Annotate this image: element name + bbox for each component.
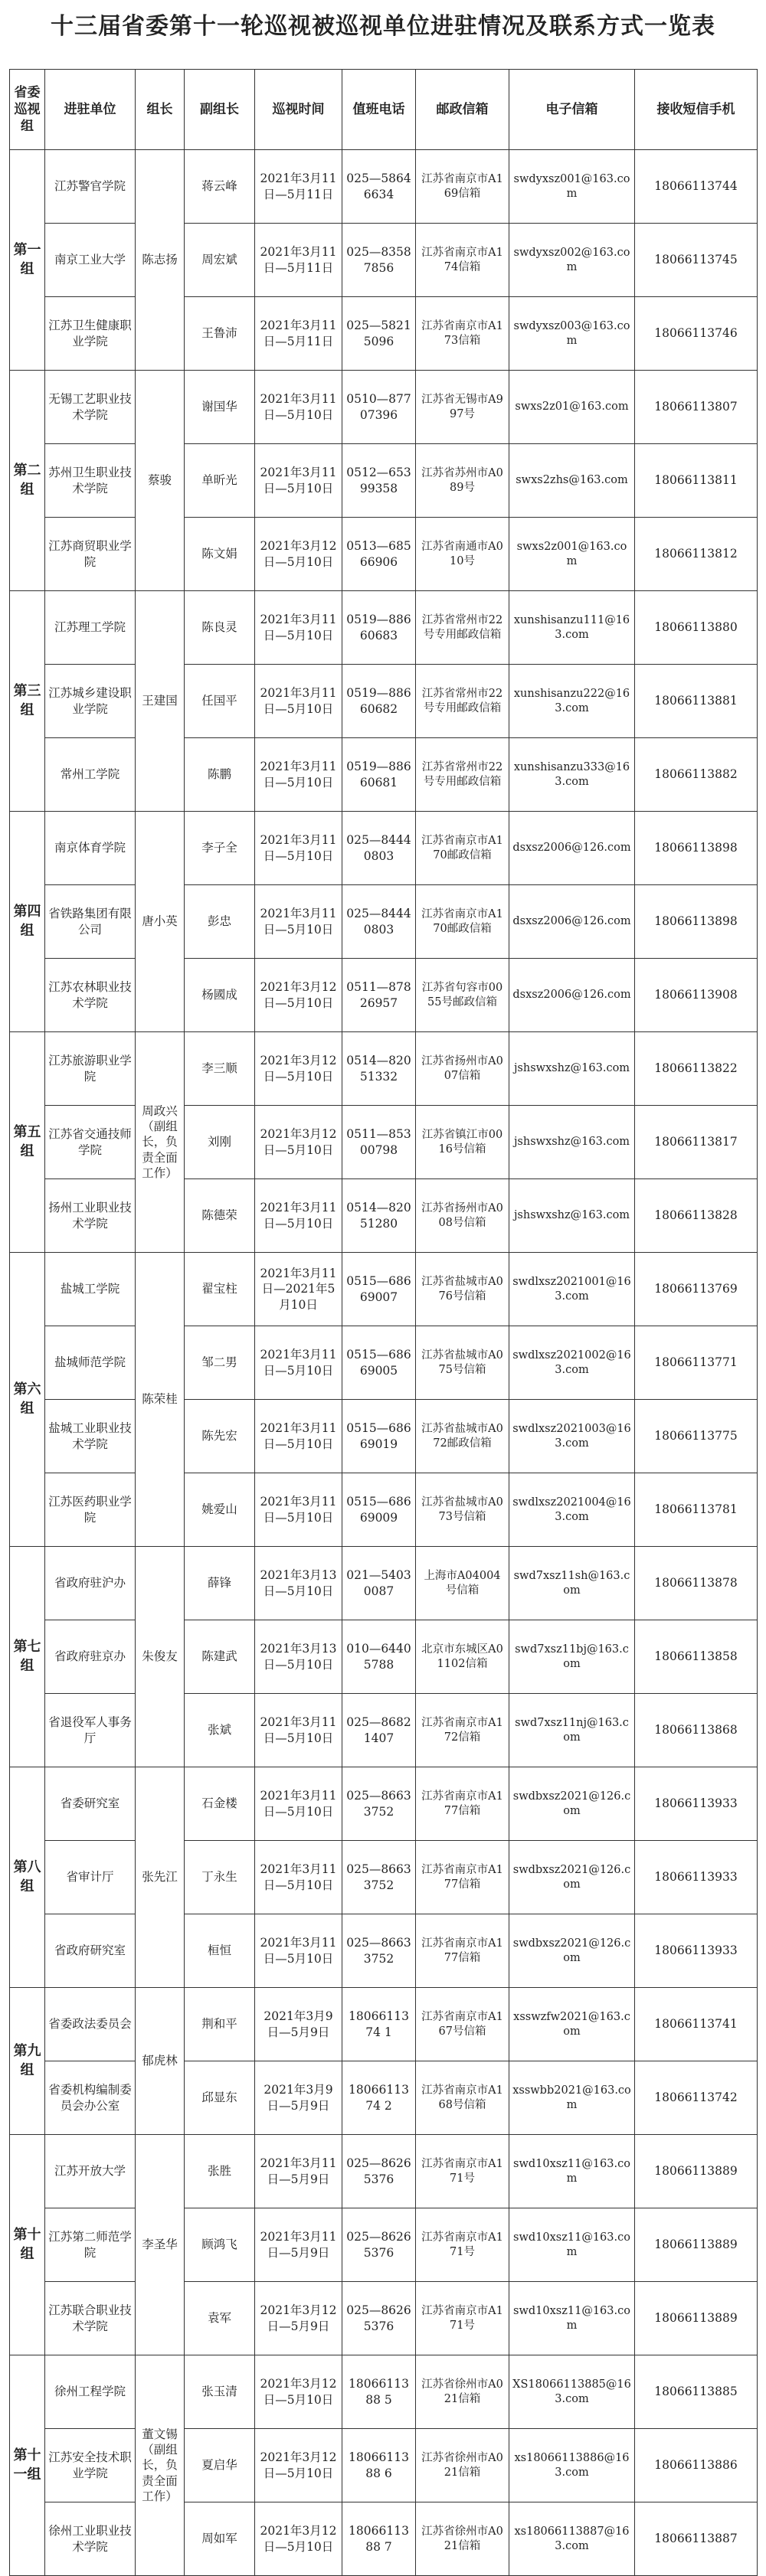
cell-email: dsxsz2006@126.com: [509, 959, 635, 1032]
cell-mailbox: 江苏省南京市A171号: [416, 2282, 509, 2355]
table-row: [10, 2429, 758, 2502]
cell-sms: 18066113898: [635, 885, 758, 959]
cell-email: swd10xsz11@163.com: [509, 2282, 635, 2355]
cell-group-name: 第二组: [10, 371, 45, 591]
cell-sms: 18066113889: [635, 2208, 758, 2282]
table-row: [10, 665, 758, 738]
table-row: [10, 1620, 758, 1694]
cell-deputy: 陈文娟: [185, 518, 255, 591]
table-row: [10, 2355, 758, 2429]
cell-email: swdlxsz2021004@163.com: [509, 1473, 635, 1547]
cell-mailbox: 江苏省南京市A167号信箱: [416, 1988, 509, 2061]
table-row: [10, 959, 758, 1032]
cell-mailbox: 江苏省扬州市A007信箱: [416, 1032, 509, 1106]
cell-time: 2021年3月11日—5月9日: [255, 2208, 342, 2282]
cell-phone: 0519—88660682: [342, 665, 416, 738]
table-row: [10, 885, 758, 959]
cell-sms: 18066113886: [635, 2429, 758, 2502]
cell-deputy: 夏启华: [185, 2429, 255, 2502]
cell-time: 2021年3月11日—5月10日: [255, 1179, 342, 1253]
header-leader: 组长: [136, 70, 185, 150]
header-deputy: 副组长: [185, 70, 255, 150]
cell-unit: 江苏旅游职业学院: [45, 1032, 136, 1106]
cell-email: jshswxshz@163.com: [509, 1179, 635, 1253]
cell-phone: 0510—87707396: [342, 371, 416, 444]
cell-mailbox: 江苏省南京市A172信箱: [416, 1694, 509, 1767]
table-row: [10, 1253, 758, 1326]
cell-sms: 18066113880: [635, 591, 758, 665]
cell-email: swxs2z01@163.com: [509, 371, 635, 444]
table-row: [10, 2282, 758, 2355]
cell-time: 2021年3月12日—5月10日: [255, 1032, 342, 1106]
cell-email: XS18066113885@163.com: [509, 2355, 635, 2429]
cell-sms: 18066113817: [635, 1106, 758, 1179]
cell-time: 2021年3月11日—5月10日: [255, 885, 342, 959]
cell-email: dsxsz2006@126.com: [509, 885, 635, 959]
cell-time: 2021年3月12日—5月10日: [255, 2502, 342, 2576]
cell-deputy: 丁永生: [185, 1841, 255, 1914]
cell-unit: 南京体育学院: [45, 812, 136, 885]
table-row: [10, 1694, 758, 1767]
cell-phone: 025—86821407: [342, 1694, 416, 1767]
cell-mailbox: 江苏省苏州市A089号: [416, 444, 509, 518]
cell-phone: 025—86633752: [342, 1767, 416, 1841]
cell-time: 2021年3月11日—5月10日: [255, 444, 342, 518]
table-row: [10, 150, 758, 224]
cell-unit: 南京工业大学: [45, 224, 136, 297]
page-title: 十三届省委第十一轮巡视被巡视单位进驻情况及联系方式一览表: [51, 13, 715, 40]
table-body: [10, 150, 758, 2576]
cell-time: 2021年3月12日—5月9日: [255, 2282, 342, 2355]
cell-leader: 李圣华: [136, 2135, 185, 2355]
cell-email: swxs2zhs@163.com: [509, 444, 635, 518]
cell-sms: 18066113771: [635, 1326, 758, 1400]
cell-mailbox: 江苏省徐州市A021信箱: [416, 2355, 509, 2429]
cell-sms: 18066113828: [635, 1179, 758, 1253]
cell-email: jshswxshz@163.com: [509, 1106, 635, 1179]
cell-mailbox: 江苏省南京市A173信箱: [416, 297, 509, 371]
cell-phone: 0513—68566906: [342, 518, 416, 591]
cell-email: jshswxshz@163.com: [509, 1032, 635, 1106]
table-row: [10, 1326, 758, 1400]
cell-deputy: 荆和平: [185, 1988, 255, 2061]
cell-time: 2021年3月11日—5月10日: [255, 1767, 342, 1841]
cell-deputy: 顾鸿飞: [185, 2208, 255, 2282]
cell-email: swdbxsz2021@126.com: [509, 1841, 635, 1914]
cell-unit: 省委研究室: [45, 1767, 136, 1841]
cell-mailbox: 江苏省无锡市A997号: [416, 371, 509, 444]
cell-deputy: 陈先宏: [185, 1400, 255, 1473]
header-group: 省委巡视组: [10, 70, 45, 150]
cell-phone: 025—83587856: [342, 224, 416, 297]
cell-time: 2021年3月11日—2021年5月10日: [255, 1253, 342, 1326]
cell-unit: 省政府驻沪办: [45, 1547, 136, 1620]
cell-sms: 18066113812: [635, 518, 758, 591]
cell-email: dsxsz2006@126.com: [509, 812, 635, 885]
cell-deputy: 陈德荣: [185, 1179, 255, 1253]
cell-sms: 18066113807: [635, 371, 758, 444]
cell-mailbox: 江苏省南京市A171号: [416, 2208, 509, 2282]
cell-sms: 18066113781: [635, 1473, 758, 1547]
cell-sms: 18066113878: [635, 1547, 758, 1620]
cell-sms: 18066113885: [635, 2355, 758, 2429]
cell-leader: 郁虎林: [136, 1988, 185, 2135]
cell-deputy: 张胜: [185, 2135, 255, 2208]
cell-group-name: 第十组: [10, 2135, 45, 2355]
cell-time: 2021年3月9日—5月9日: [255, 1988, 342, 2061]
cell-unit: 江苏省交通技师学院: [45, 1106, 136, 1179]
cell-phone: 025—84440803: [342, 812, 416, 885]
cell-deputy: 邱显东: [185, 2061, 255, 2135]
cell-sms: 18066113741: [635, 1988, 758, 2061]
cell-email: xunshisanzu333@163.com: [509, 738, 635, 812]
cell-deputy: 李三顺: [185, 1032, 255, 1106]
cell-unit: 江苏第二师范学院: [45, 2208, 136, 2282]
cell-email: swdyxsz002@163.com: [509, 224, 635, 297]
cell-time: 2021年3月12日—5月10日: [255, 1106, 342, 1179]
cell-deputy: 陈鹏: [185, 738, 255, 812]
cell-sms: 18066113889: [635, 2135, 758, 2208]
cell-phone: 0511—87826957: [342, 959, 416, 1032]
cell-unit: 江苏医药职业学院: [45, 1473, 136, 1547]
cell-sms: 18066113775: [635, 1400, 758, 1473]
cell-time: 2021年3月11日—5月10日: [255, 371, 342, 444]
cell-unit: 省退役军人事务厅: [45, 1694, 136, 1767]
table-row: [10, 518, 758, 591]
cell-deputy: 陈建武: [185, 1620, 255, 1694]
cell-leader: 唐小英: [136, 812, 185, 1032]
cell-deputy: 邹二男: [185, 1326, 255, 1400]
cell-email: swdyxsz003@163.com: [509, 297, 635, 371]
cell-mailbox: 江苏省南京市A170邮政信箱: [416, 885, 509, 959]
cell-unit: 江苏理工学院: [45, 591, 136, 665]
cell-email: swdlxsz2021002@163.com: [509, 1326, 635, 1400]
cell-deputy: 翟宝柱: [185, 1253, 255, 1326]
cell-leader: 周政兴（副组长，负责全面工作）: [136, 1032, 185, 1253]
cell-unit: 徐州工业职业技术学院: [45, 2502, 136, 2576]
cell-time: 2021年3月11日—5月10日: [255, 812, 342, 885]
cell-unit: 省铁路集团有限公司: [45, 885, 136, 959]
cell-sms: 18066113858: [635, 1620, 758, 1694]
cell-deputy: 谢国华: [185, 371, 255, 444]
cell-group-name: 第四组: [10, 812, 45, 1032]
cell-time: 2021年3月11日—5月10日: [255, 1841, 342, 1914]
cell-phone: 0515—68669005: [342, 1326, 416, 1400]
cell-unit: 徐州工程学院: [45, 2355, 136, 2429]
cell-phone: 025—86265376: [342, 2282, 416, 2355]
cell-phone: 0515—68669007: [342, 1253, 416, 1326]
table-row: [10, 444, 758, 518]
cell-email: xsswzfw2021@163.com: [509, 1988, 635, 2061]
table-row: [10, 812, 758, 885]
cell-phone: 0511—85300798: [342, 1106, 416, 1179]
header-unit: 进驻单位: [45, 70, 136, 150]
cell-phone: 1806611374 2: [342, 2061, 416, 2135]
cell-unit: 江苏安全技术职业学院: [45, 2429, 136, 2502]
cell-sms: 18066113746: [635, 297, 758, 371]
table-row: [10, 1767, 758, 1841]
cell-email: swdbxsz2021@126.com: [509, 1914, 635, 1988]
cell-deputy: 周如军: [185, 2502, 255, 2576]
cell-phone: 0514—82051280: [342, 1179, 416, 1253]
cell-sms: 18066113742: [635, 2061, 758, 2135]
cell-phone: 1806611374 1: [342, 1988, 416, 2061]
cell-leader: 蔡骏: [136, 371, 185, 591]
table-row: [10, 2502, 758, 2576]
cell-phone: 0514—82051332: [342, 1032, 416, 1106]
cell-unit: 无锡工艺职业技术学院: [45, 371, 136, 444]
cell-time: 2021年3月9日—5月9日: [255, 2061, 342, 2135]
cell-group-name: 第一组: [10, 150, 45, 371]
cell-time: 2021年3月11日—5月11日: [255, 297, 342, 371]
table-row: [10, 224, 758, 297]
cell-deputy: 李子全: [185, 812, 255, 885]
cell-time: 2021年3月11日—5月10日: [255, 1326, 342, 1400]
cell-mailbox: 江苏省盐城市A076号信箱: [416, 1253, 509, 1326]
cell-email: xs18066113887@163.com: [509, 2502, 635, 2576]
cell-sms: 18066113811: [635, 444, 758, 518]
cell-deputy: 蒋云峰: [185, 150, 255, 224]
table-row: [10, 1106, 758, 1179]
header-email: 电子信箱: [509, 70, 635, 150]
cell-deputy: 任国平: [185, 665, 255, 738]
cell-phone: 025—86265376: [342, 2208, 416, 2282]
cell-sms: 18066113822: [635, 1032, 758, 1106]
header-time: 巡视时间: [255, 70, 342, 150]
cell-unit: 省政府驻京办: [45, 1620, 136, 1694]
cell-phone: 025—86633752: [342, 1914, 416, 1988]
cell-time: 2021年3月11日—5月10日: [255, 1694, 342, 1767]
cell-mailbox: 江苏省镇江市0016号信箱: [416, 1106, 509, 1179]
cell-group-name: 第三组: [10, 591, 45, 812]
cell-mailbox: 北京市东城区A01102信箱: [416, 1620, 509, 1694]
cell-deputy: 刘刚: [185, 1106, 255, 1179]
cell-leader: 陈志扬: [136, 150, 185, 371]
cell-email: swd10xsz11@163.com: [509, 2208, 635, 2282]
cell-mailbox: 江苏省扬州市A008号信箱: [416, 1179, 509, 1253]
table-row: [10, 1841, 758, 1914]
cell-deputy: 单昕光: [185, 444, 255, 518]
cell-mailbox: 江苏省盐城市A073号信箱: [416, 1473, 509, 1547]
contact-table: [9, 69, 758, 2576]
cell-sms: 18066113933: [635, 1841, 758, 1914]
cell-time: 2021年3月11日—5月10日: [255, 591, 342, 665]
cell-phone: 1806611388 5: [342, 2355, 416, 2429]
cell-deputy: 桓恒: [185, 1914, 255, 1988]
cell-time: 2021年3月11日—5月11日: [255, 150, 342, 224]
cell-sms: 18066113933: [635, 1767, 758, 1841]
cell-sms: 18066113745: [635, 224, 758, 297]
header-sms: 接收短信手机: [635, 70, 758, 150]
cell-deputy: 陈良灵: [185, 591, 255, 665]
cell-group-name: 第六组: [10, 1253, 45, 1547]
cell-time: 2021年3月11日—5月10日: [255, 665, 342, 738]
cell-group-name: 第九组: [10, 1988, 45, 2135]
cell-time: 2021年3月11日—5月10日: [255, 738, 342, 812]
cell-phone: 025—84440803: [342, 885, 416, 959]
cell-mailbox: 江苏省南京市A174信箱: [416, 224, 509, 297]
table-row: [10, 1179, 758, 1253]
cell-time: 2021年3月13日—5月10日: [255, 1547, 342, 1620]
cell-email: xsswbb2021@163.com: [509, 2061, 635, 2135]
cell-unit: 省政府研究室: [45, 1914, 136, 1988]
cell-phone: 025—58215096: [342, 297, 416, 371]
cell-sms: 18066113881: [635, 665, 758, 738]
cell-sms: 18066113887: [635, 2502, 758, 2576]
cell-deputy: 彭忠: [185, 885, 255, 959]
table-row: [10, 371, 758, 444]
cell-mailbox: 江苏省句容市0055号邮政信箱: [416, 959, 509, 1032]
cell-unit: 苏州卫生职业技术学院: [45, 444, 136, 518]
cell-email: xunshisanzu111@163.com: [509, 591, 635, 665]
cell-phone: 025—58646634: [342, 150, 416, 224]
cell-phone: 0519—88660683: [342, 591, 416, 665]
cell-time: 2021年3月11日—5月9日: [255, 2135, 342, 2208]
table-header: [10, 70, 758, 150]
cell-unit: 省审计厅: [45, 1841, 136, 1914]
cell-mailbox: 江苏省南京市A170邮政信箱: [416, 812, 509, 885]
table-row: [10, 2135, 758, 2208]
cell-mailbox: 江苏省南京市A168号信箱: [416, 2061, 509, 2135]
cell-mailbox: 江苏省常州市22号专用邮政信箱: [416, 665, 509, 738]
cell-sms: 18066113933: [635, 1914, 758, 1988]
cell-leader: 张先江: [136, 1767, 185, 1988]
cell-unit: 盐城师范学院: [45, 1326, 136, 1400]
cell-sms: 18066113744: [635, 150, 758, 224]
cell-time: 2021年3月12日—5月10日: [255, 518, 342, 591]
cell-unit: 江苏开放大学: [45, 2135, 136, 2208]
cell-group-name: 第十一组: [10, 2355, 45, 2576]
cell-mailbox: 江苏省南京市A177信箱: [416, 1841, 509, 1914]
cell-unit: 江苏卫生健康职业学院: [45, 297, 136, 371]
cell-mailbox: 江苏省南通市A010号: [416, 518, 509, 591]
cell-email: swd7xsz11bj@163.com: [509, 1620, 635, 1694]
cell-deputy: 袁军: [185, 2282, 255, 2355]
cell-unit: 江苏农林职业技术学院: [45, 959, 136, 1032]
cell-mailbox: 江苏省南京市A169信箱: [416, 150, 509, 224]
cell-sms: 18066113908: [635, 959, 758, 1032]
cell-sms: 18066113889: [635, 2282, 758, 2355]
cell-email: swdbxsz2021@126.com: [509, 1767, 635, 1841]
cell-phone: 025—86265376: [342, 2135, 416, 2208]
cell-time: 2021年3月12日—5月10日: [255, 2355, 342, 2429]
cell-unit: 省委政法委员会: [45, 1988, 136, 2061]
cell-sms: 18066113769: [635, 1253, 758, 1326]
cell-email: xs18066113886@163.com: [509, 2429, 635, 2502]
cell-mailbox: 江苏省徐州市A021信箱: [416, 2429, 509, 2502]
cell-mailbox: 江苏省盐城市A072邮政信箱: [416, 1400, 509, 1473]
cell-deputy: 杨國成: [185, 959, 255, 1032]
cell-email: swxs2z001@163.com: [509, 518, 635, 591]
cell-time: 2021年3月12日—5月10日: [255, 959, 342, 1032]
cell-time: 2021年3月11日—5月11日: [255, 224, 342, 297]
cell-phone: 1806611388 7: [342, 2502, 416, 2576]
cell-sms: 18066113898: [635, 812, 758, 885]
header-phone: 值班电话: [342, 70, 416, 150]
cell-unit: 盐城工学院: [45, 1253, 136, 1326]
cell-mailbox: 江苏省常州市22号专用邮政信箱: [416, 738, 509, 812]
cell-unit: 江苏商贸职业学院: [45, 518, 136, 591]
cell-leader: 董文锡（副组长，负责全面工作）: [136, 2355, 185, 2576]
cell-unit: 常州工学院: [45, 738, 136, 812]
cell-phone: 0515—68669019: [342, 1400, 416, 1473]
cell-email: swd7xsz11nj@163.com: [509, 1694, 635, 1767]
cell-time: 2021年3月12日—5月10日: [255, 2429, 342, 2502]
cell-phone: 0515—68669009: [342, 1473, 416, 1547]
table-row: [10, 297, 758, 371]
cell-leader: 陈荣桂: [136, 1253, 185, 1547]
cell-email: swd10xsz11@163.com: [509, 2135, 635, 2208]
cell-mailbox: 江苏省南京市A177信箱: [416, 1914, 509, 1988]
cell-mailbox: 上海市A04004号信箱: [416, 1547, 509, 1620]
cell-email: swdyxsz001@163.com: [509, 150, 635, 224]
cell-time: 2021年3月13日—5月10日: [255, 1620, 342, 1694]
header-mailbox: 邮政信箱: [416, 70, 509, 150]
cell-sms: 18066113882: [635, 738, 758, 812]
table-row: [10, 1400, 758, 1473]
cell-phone: 021—54030087: [342, 1547, 416, 1620]
table-row: [10, 2208, 758, 2282]
cell-unit: 扬州工业职业技术学院: [45, 1179, 136, 1253]
cell-leader: 朱俊友: [136, 1547, 185, 1767]
cell-deputy: 石金楼: [185, 1767, 255, 1841]
cell-leader: 王建国: [136, 591, 185, 812]
table-row: [10, 1988, 758, 2061]
cell-email: swd7xsz11sh@163.com: [509, 1547, 635, 1620]
table-row: [10, 1914, 758, 1988]
cell-mailbox: 江苏省徐州市A021信箱: [416, 2502, 509, 2576]
cell-deputy: 张玉清: [185, 2355, 255, 2429]
cell-unit: 江苏联合职业技术学院: [45, 2282, 136, 2355]
cell-phone: 0512—65399358: [342, 444, 416, 518]
cell-email: swdlxsz2021003@163.com: [509, 1400, 635, 1473]
table-row: [10, 738, 758, 812]
cell-sms: 18066113868: [635, 1694, 758, 1767]
cell-deputy: 周宏斌: [185, 224, 255, 297]
table-row: [10, 1473, 758, 1547]
cell-group-name: 第五组: [10, 1032, 45, 1253]
cell-email: xunshisanzu222@163.com: [509, 665, 635, 738]
cell-phone: 010—64405788: [342, 1620, 416, 1694]
cell-phone: 025—86633752: [342, 1841, 416, 1914]
table-row: [10, 1547, 758, 1620]
cell-group-name: 第七组: [10, 1547, 45, 1767]
cell-mailbox: 江苏省南京市A177信箱: [416, 1767, 509, 1841]
cell-deputy: 薛锋: [185, 1547, 255, 1620]
cell-phone: 1806611388 6: [342, 2429, 416, 2502]
cell-time: 2021年3月11日—5月10日: [255, 1914, 342, 1988]
table-row: [10, 1032, 758, 1106]
cell-unit: 盐城工业职业技术学院: [45, 1400, 136, 1473]
cell-mailbox: 江苏省盐城市A075号信箱: [416, 1326, 509, 1400]
cell-group-name: 第八组: [10, 1767, 45, 1988]
table-row: [10, 591, 758, 665]
cell-mailbox: 江苏省南京市A171号: [416, 2135, 509, 2208]
cell-deputy: 张斌: [185, 1694, 255, 1767]
cell-phone: 0519—88660681: [342, 738, 416, 812]
cell-time: 2021年3月11日—5月10日: [255, 1400, 342, 1473]
cell-unit: 江苏警官学院: [45, 150, 136, 224]
cell-mailbox: 江苏省常州市22号专用邮政信箱: [416, 591, 509, 665]
cell-unit: 江苏城乡建设职业学院: [45, 665, 136, 738]
cell-time: 2021年3月11日—5月10日: [255, 1473, 342, 1547]
cell-deputy: 王鲁沛: [185, 297, 255, 371]
cell-email: swdlxsz2021001@163.com: [509, 1253, 635, 1326]
table-row: [10, 2061, 758, 2135]
cell-deputy: 姚爱山: [185, 1473, 255, 1547]
cell-unit: 省委机构编制委员会办公室: [45, 2061, 136, 2135]
